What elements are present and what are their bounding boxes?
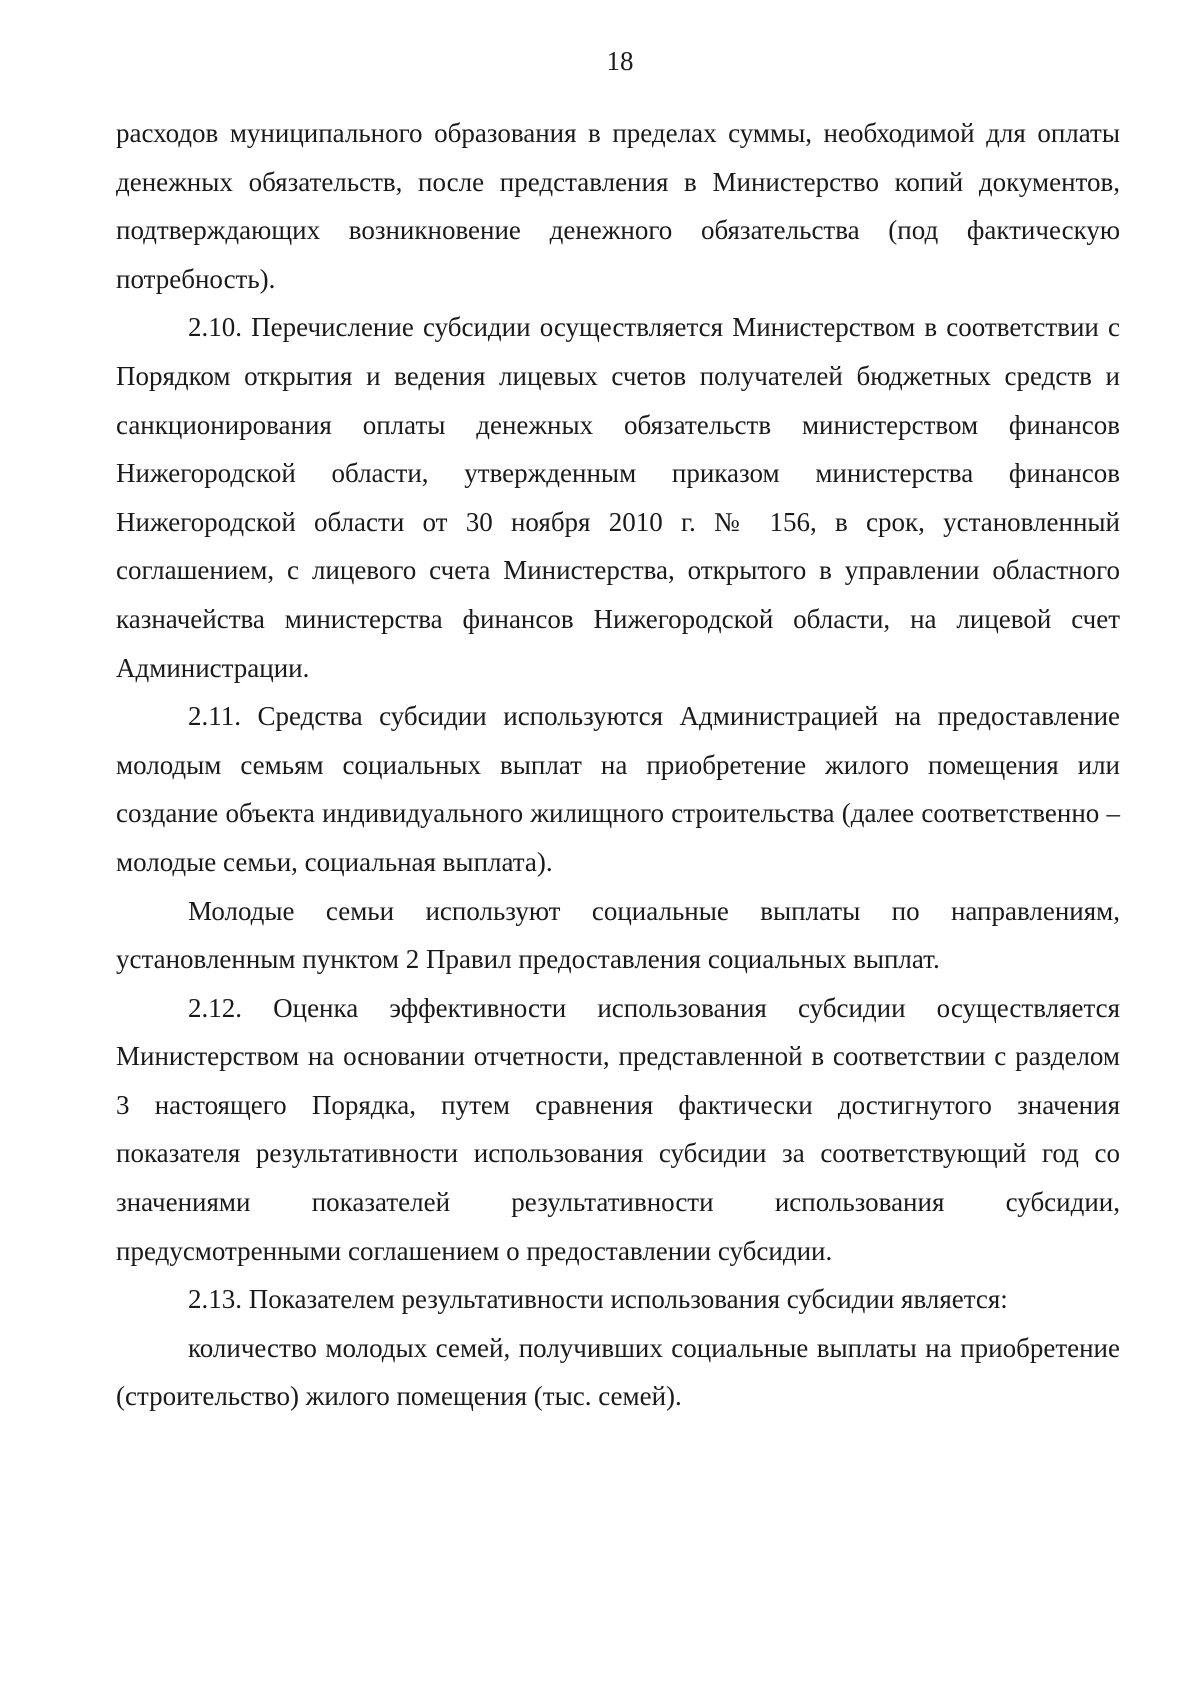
paragraph-2-11: 2.11. Средства субсидии используются Администрацией на предоставление молодым семьям социальных выплат на приобретение жилого помещения или создание объекта индивидуального жилищного строительства (далее соответственно – молодые семьи, социальная выплата).	[116, 701, 1120, 877]
paragraph-2-13: 2.13. Показателем результативности использования субсидии является:	[188, 1284, 1008, 1315]
page-number: 18	[606, 46, 634, 76]
paragraph-usage-directions: Молодые семьи используют социальные выплаты по направлениям, установленным пунктом 2 Правил предоставления социальных выплат.	[116, 895, 1120, 975]
paragraph-2-10: 2.10. Перечисление субсидии осуществляется Министерством в соответствии с Порядком открытия и ведения лицевых счетов получателей бюджетных средств и санкционирования оплаты денежных обязательств министерством финансов Нижегородской области, утвержденным приказом министерства финансов Нижегородской области от 30 ноября 2010 г. № 156, в срок, установленный соглашением, с лицевого счета Министерства, открытого в управлении областного казначейства министерства финансов Нижегородской области, на лицевой счет Администрации.	[116, 312, 1120, 683]
paragraph-indicator: количество молодых семей, получивших социальные выплаты на приобретение (строительство) жилого помещения (тыс. семей).	[116, 1332, 1120, 1412]
paragraph-continuation: расходов муниципального образования в пределах суммы, необходимой для оплаты денежных обязательств, после представления в Министерство копий документов, подтверждающих возникновение денежного обязательства (под фактическую потребность).	[116, 118, 1120, 294]
document-body	[116, 109, 1120, 1421]
paragraph-2-12: 2.12. Оценка эффективности использования субсидии осуществляется Министерством на основании отчетности, представленной в соответствии с разделом 3 настоящего Порядка, путем сравнения фактически достигнутого значения показателя результативности использования субсидии за соответствующий год со значениями показателей результативности использования субсидии, предусмотренными соглашением о предоставлении субсидии.	[116, 992, 1120, 1266]
